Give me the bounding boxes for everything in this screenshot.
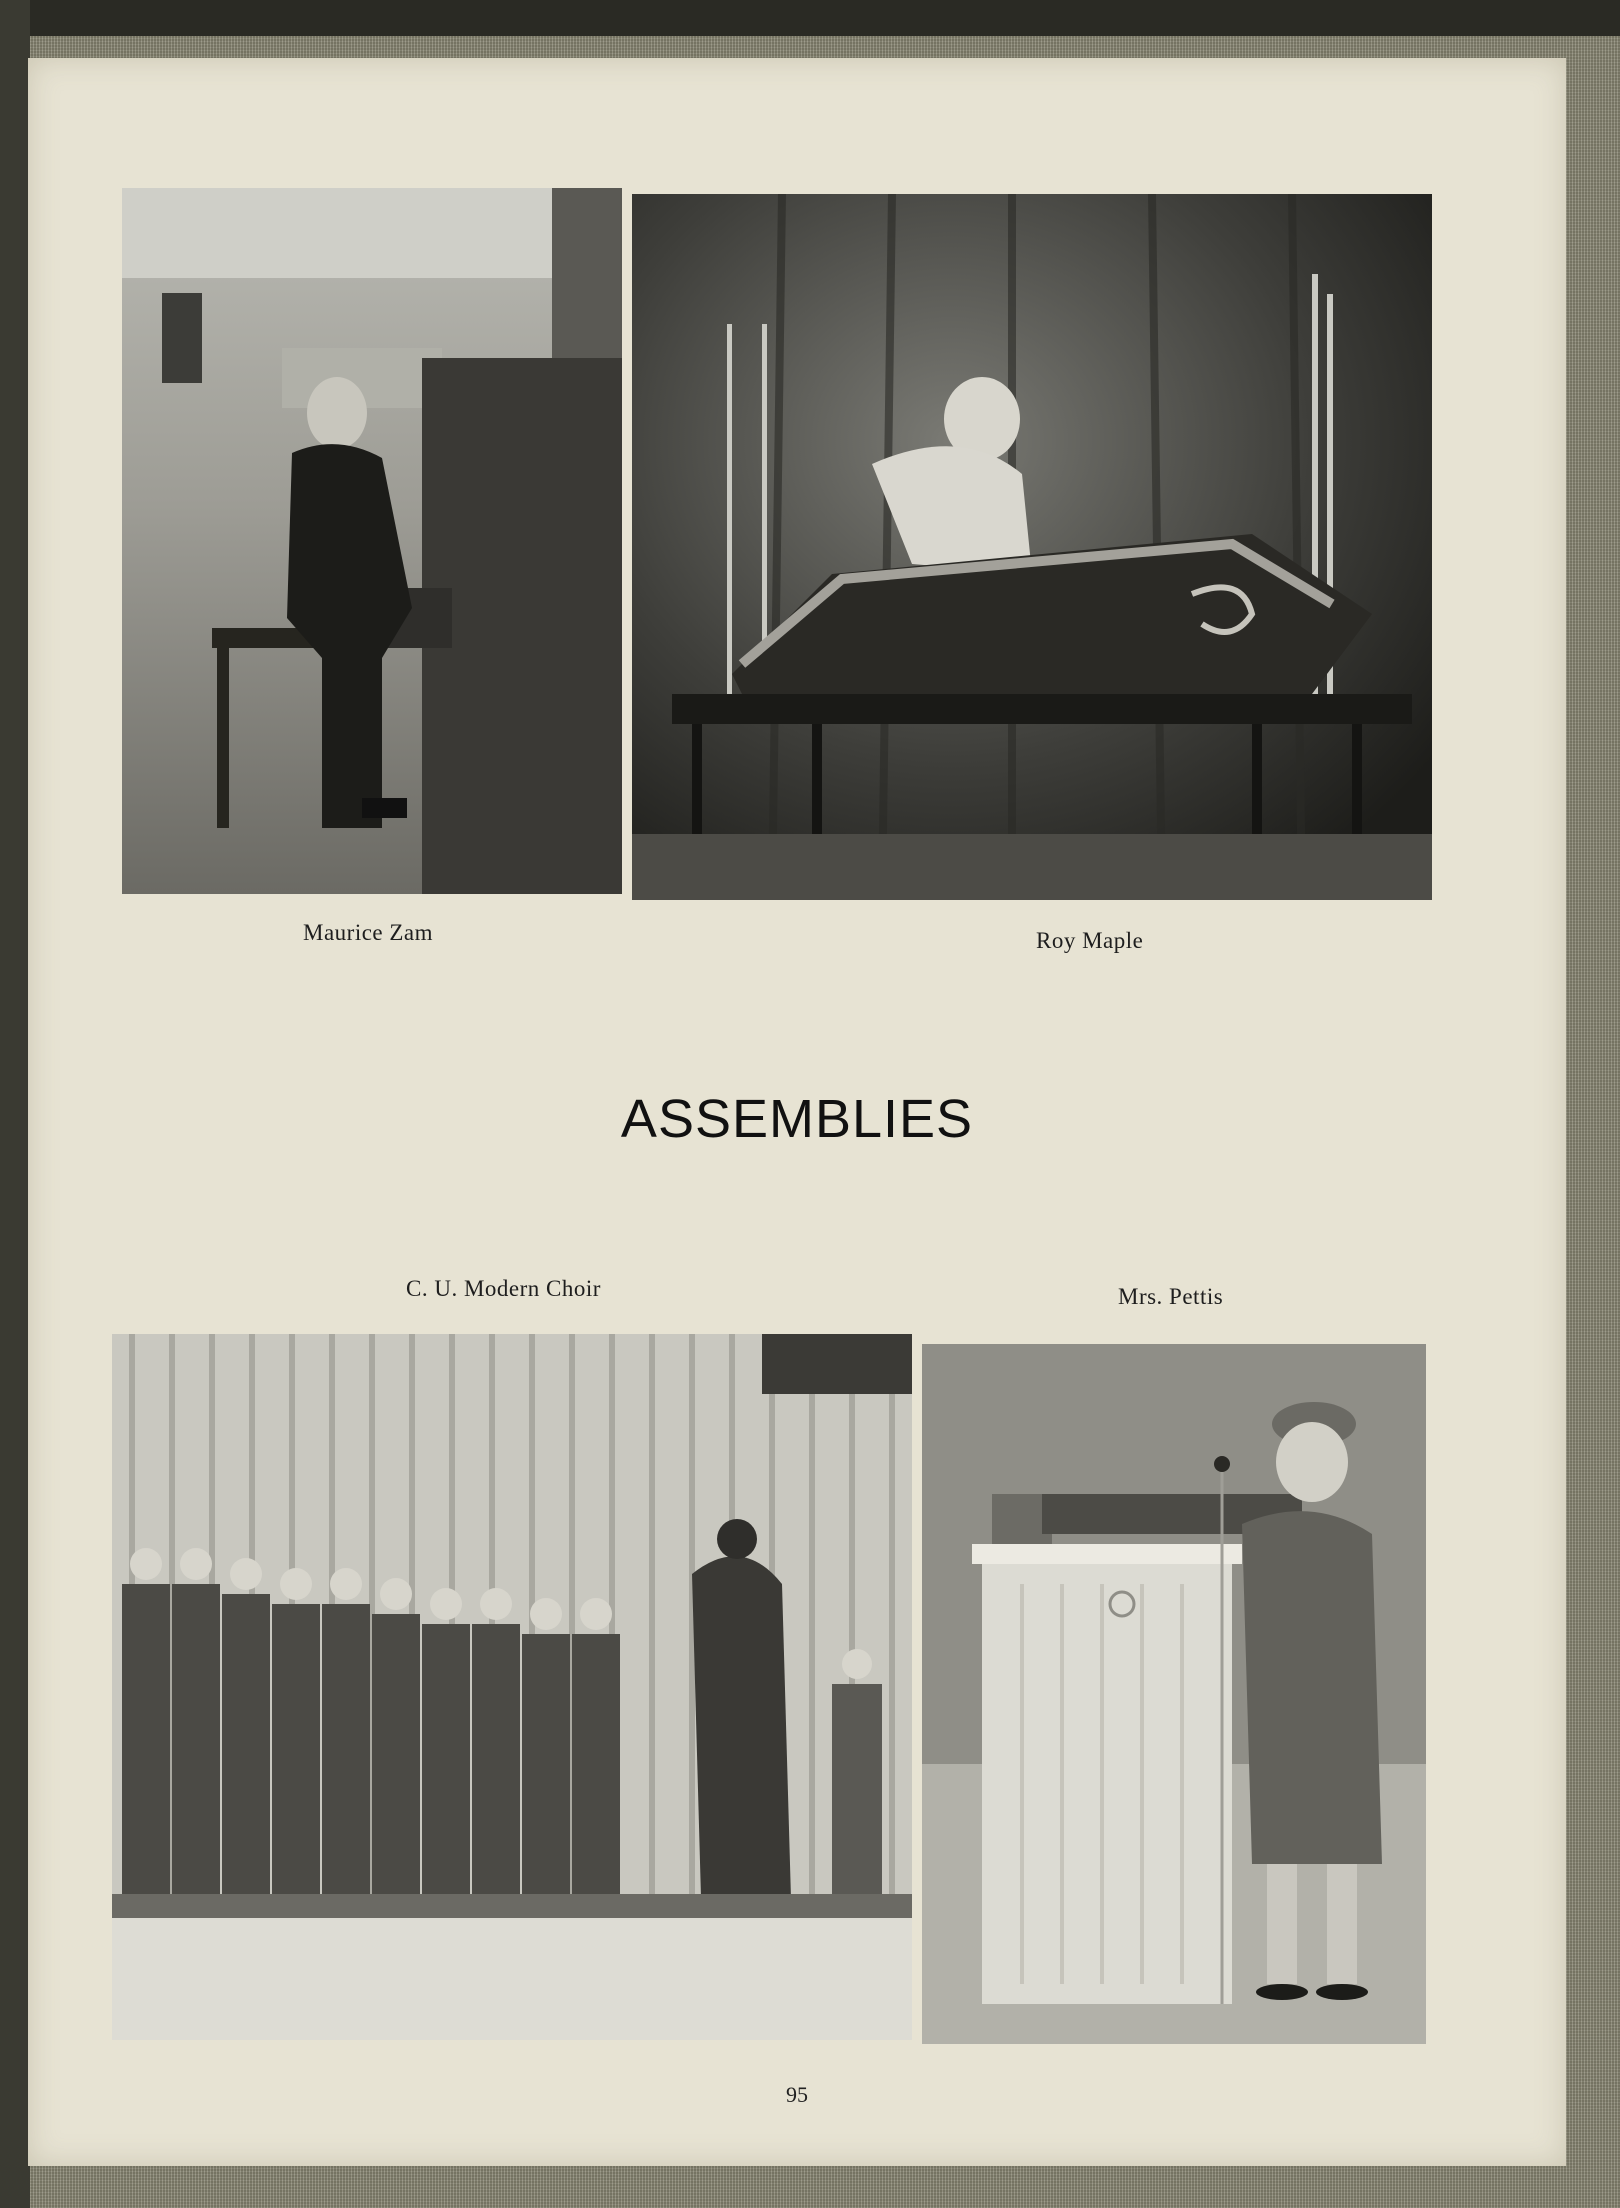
binding-top-strip: [0, 0, 1620, 36]
photo-choir: [112, 1334, 912, 2040]
yearbook-page: [28, 58, 1566, 2166]
binding-left-edge: [0, 0, 30, 2208]
caption-photo-2: Roy Maple: [1036, 928, 1144, 953]
caption-photo-3: C. U. Modern Choir: [406, 1276, 601, 1301]
page-number: 95: [786, 2082, 808, 2107]
choir-image: [112, 1334, 912, 2040]
photo-speaker-podium: [922, 1344, 1426, 2044]
caption-photo-1: Maurice Zam: [303, 920, 434, 945]
piano-player-image: [122, 188, 622, 894]
speaker-podium-image: [922, 1344, 1426, 2044]
marimba-player-image: [632, 194, 1432, 900]
photo-piano-player: [122, 188, 622, 894]
page-heading: ASSEMBLIES: [620, 1089, 974, 1149]
photo-marimba-player: [632, 194, 1432, 900]
caption-photo-4: Mrs. Pettis: [1118, 1284, 1224, 1309]
